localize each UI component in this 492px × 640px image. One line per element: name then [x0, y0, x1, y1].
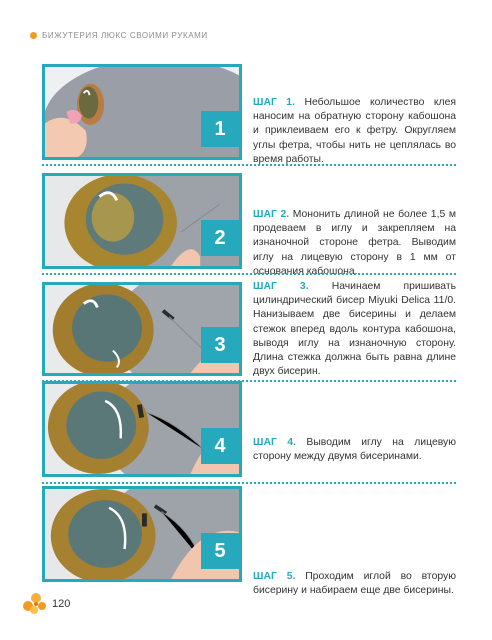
- step-4-text: [253, 436, 456, 464]
- step-1-photo: [42, 64, 242, 160]
- step-3-label: ШАГ 3.: [253, 281, 309, 292]
- divider: [42, 273, 456, 275]
- step-5-body: Проходим иглой во вторую бисерину и набираем еще две бисерины.: [253, 571, 456, 597]
- step-3-body: Начинаем пришивать цилиндрический бисер Miyuki Delica 11/0. Нанизываем две бисерины и делаем стежок вперед вдоль контура кабошона, выводя иглу на изнаночную сторону. Длина стежка должна быть равна длине двух бисерин.: [253, 281, 457, 378]
- running-header: [30, 31, 208, 40]
- step-4-photo: [42, 381, 242, 477]
- header-bullet-icon: [30, 32, 37, 39]
- step-5-label: ШАГ 5.: [253, 571, 296, 582]
- step-1-number-badge: 1: [201, 111, 239, 147]
- step-3-text: [253, 280, 456, 379]
- step-5-number-badge: 5: [201, 533, 239, 569]
- step-5-photo: [42, 486, 242, 582]
- flower-decoration-icon: [20, 588, 52, 616]
- page-number: 120: [52, 598, 71, 610]
- step-2-body: Мононить длиной не более 1,5 м продеваем в иглу и закрепляем на изнаночной стороне фетра. Выводим иглу на лицевую сторону в 1 мм от основания кабошона.: [253, 209, 456, 277]
- step-2-photo: [42, 173, 242, 269]
- divider: [42, 482, 456, 484]
- step-1-text: [253, 96, 456, 167]
- step-1-body: Небольшое количество клея наносим на обратную сторону кабошона и приклеиваем его к фетру. Округляем углы фетра, чтобы нить не цеплялась во время работы.: [253, 97, 456, 165]
- step-5-text: [253, 570, 456, 598]
- step-2-number-badge: 2: [201, 220, 239, 256]
- step-3-number-badge: 3: [201, 327, 239, 363]
- step-4-body: Выводим иглу на лицевую сторону между двумя бисеринами.: [253, 437, 456, 463]
- step-2-label: ШАГ 2.: [253, 209, 290, 220]
- step-4-number-badge: 4: [201, 428, 239, 464]
- step-3-photo: [42, 282, 242, 376]
- step-4-label: ШАГ 4.: [253, 437, 296, 448]
- step-1-label: ШАГ 1.: [253, 97, 295, 108]
- step-2-text: [253, 208, 456, 279]
- divider: [42, 164, 456, 166]
- header-title: БИЖУТЕРИЯ ЛЮКС СВОИМИ РУКАМИ: [42, 31, 208, 40]
